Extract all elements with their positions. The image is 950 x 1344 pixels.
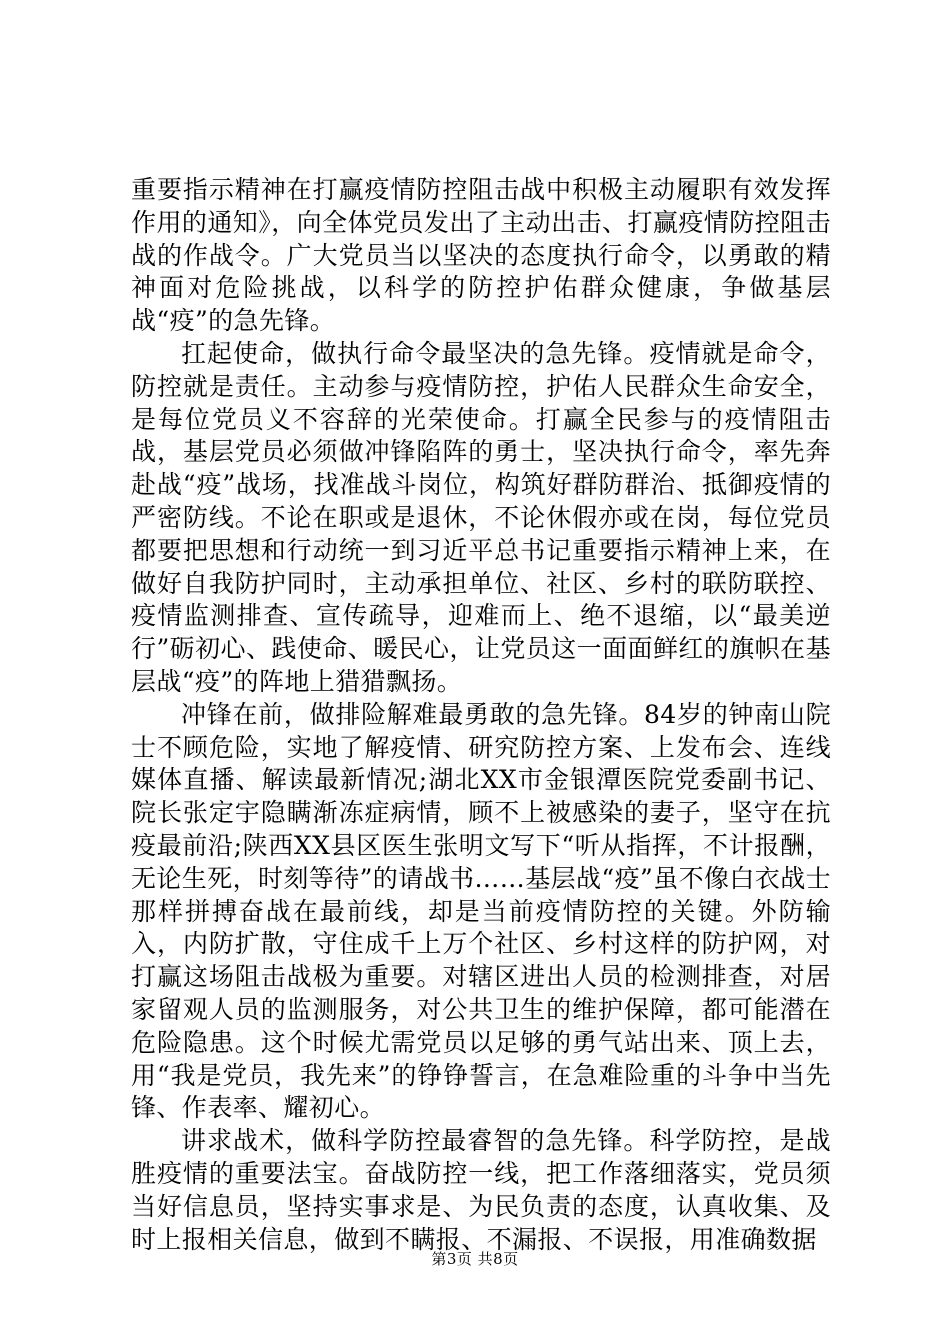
body-text: [131, 174, 831, 1256]
paragraph-1: 重要指示精神在打赢疫情防控阻击战中积极主动履职有效发挥作用的通知》，向全体党员发出了主动出击、打赢疫情防控阻击战的作战令。广大党员当以坚决的态度执行命令，以勇敢的精神面对危险挑战，以科学的防控护佑群众健康，争做基层战“疫”的急先锋。: [131, 175, 831, 336]
paragraph-4: 讲求战术，做科学防控最睿智的急先锋。科学防控，是战胜疫情的重要法宝。奋战防控一线，把工作落细落实，党员须当好信息员，坚持实事求是、为民负责的态度，认真收集、及时上报相关信息，做到不瞒报、不漏报、不误报，用准确数据: [131, 1126, 831, 1254]
paragraph-2: 扛起使命，做执行命令最坚决的急先锋。疫情就是命令，防控就是责任。主动参与疫情防控，护佑人民群众生命安全，是每位党员义不容辞的光荣使命。打赢全民参与的疫情阻击战，基层党员必须做冲锋陷阵的勇士，坚决执行命令，率先奔赴战“疫”战场，找准战斗岗位，构筑好群防群治、抵御疫情的严密防线。不论在职或是退休，不论休假亦或在岗，每位党员都要把思想和行动统一到习近平总书记重要指示精神上来，在做好自我防护同时，主动承担单位、社区、乡村的联防联控、疫情监测排查、宣传疏导，迎难而上、绝不退缩，以“最美逆行”砺初心、践使命、暖民心，让党员这一面面鲜红的旗帜在基层战“疫”的阵地上猎猎飘扬。: [131, 338, 831, 696]
paragraph-3: 冲锋在前，做排险解难最勇敢的急先锋。84岁的钟南山院士不顾危险，实地了解疫情、研究防控方案、上发布会、连线媒体直播、解读最新情况;湖北XX市金银潭医院党委副书记、院长张定宇隐瞒渐冻症病情，顾不上被感染的妻子，坚守在抗疫最前沿;陕西XX县区医生张明文写下“听从指挥，不计报酬，无论生死，时刻等待”的请战书……基层战“疫”虽不像白衣战士那样拼搏奋战在最前线，却是当前疫情防控的关键。外防输入，内防扩散，守住成千上万个社区、乡村这样的防护网，对打赢这场阻击战极为重要。对辖区进出人员的检测排查，对居家留观人员的监测服务，对公共卫生的维护保障，都可能潜在危险隐患。这个时候尤需党员以足够的勇气站出来、顶上去，用“我是党员，我先来”的铮铮誓言，在急难险重的斗争中当先锋、作表率、耀初心。: [131, 699, 831, 1123]
page-footer: 第3页 共8页: [431, 1250, 519, 1268]
